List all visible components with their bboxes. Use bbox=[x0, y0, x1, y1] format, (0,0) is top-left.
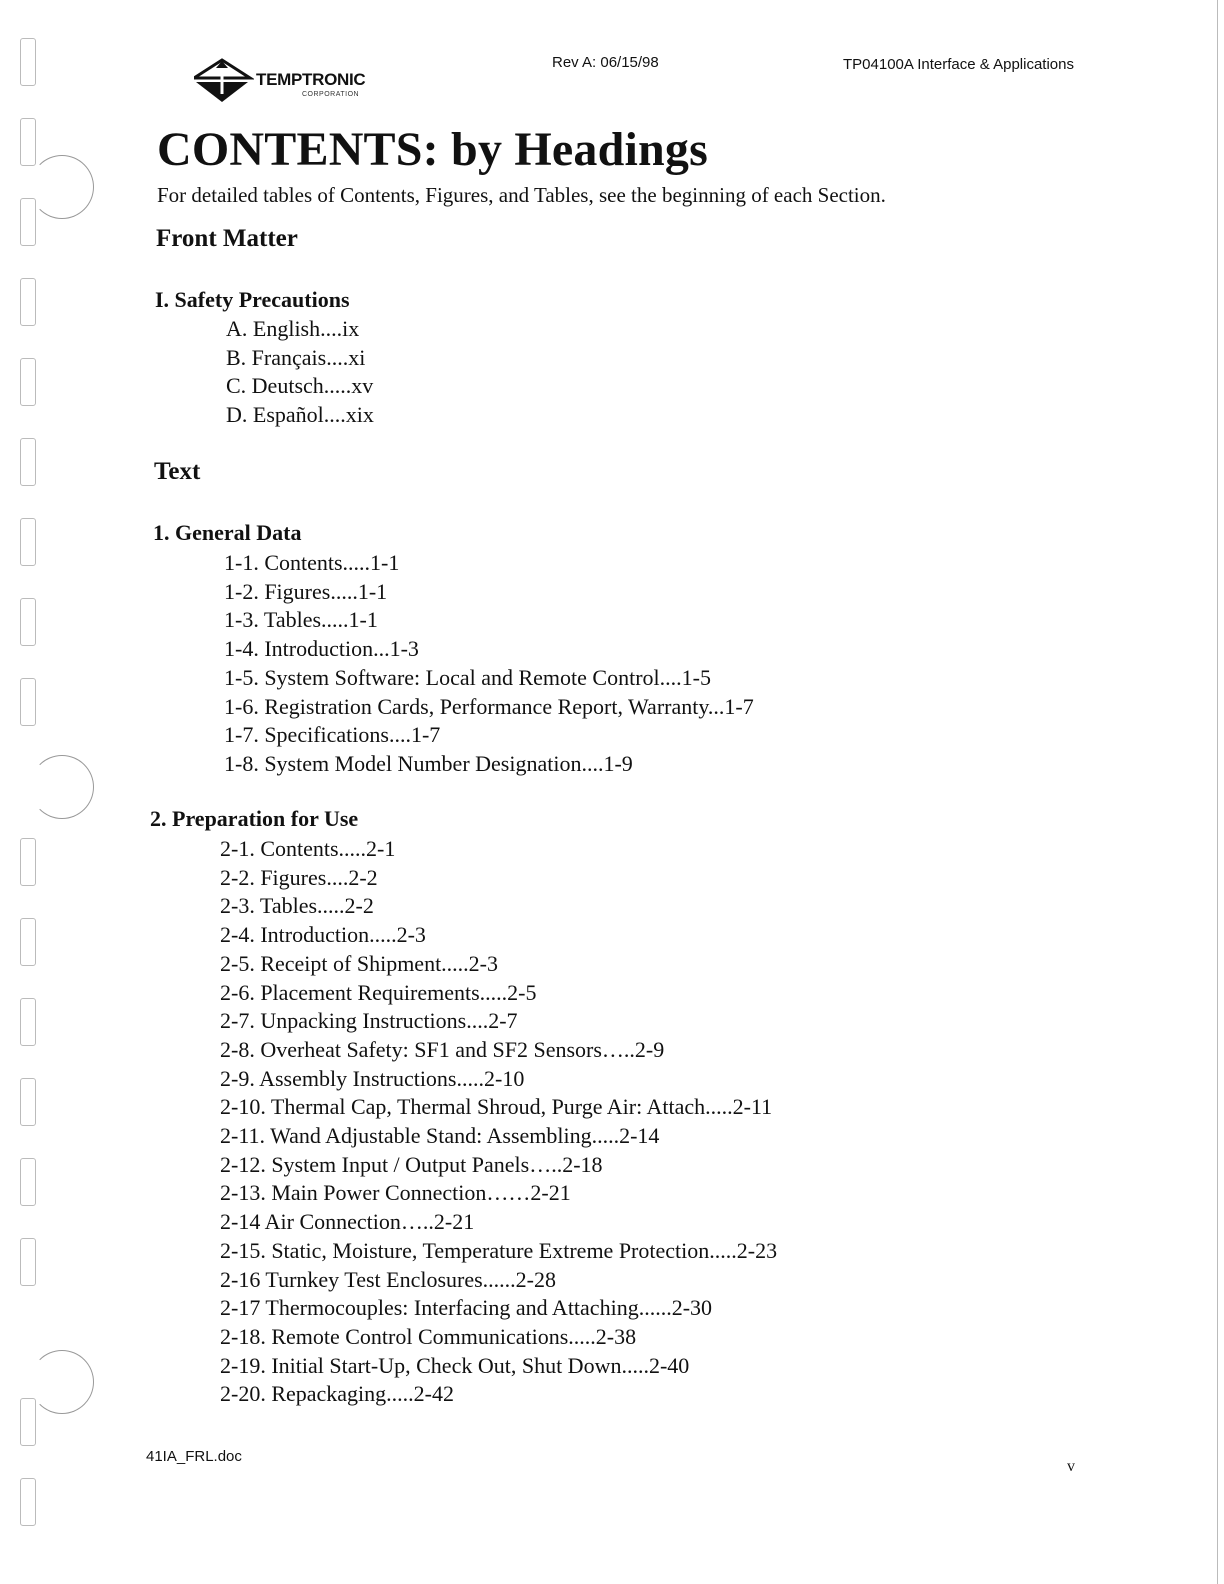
binder-hole bbox=[20, 278, 36, 326]
toc-item[interactable]: 2-13. Main Power Connection……2-21 bbox=[220, 1180, 571, 1206]
text-heading: Text bbox=[154, 458, 201, 485]
toc-item[interactable]: 1-1. Contents.....1-1 bbox=[224, 550, 400, 575]
binder-hole bbox=[20, 1398, 36, 1446]
binder-hole bbox=[20, 598, 36, 646]
binder-margin bbox=[16, 30, 46, 1550]
binder-ring bbox=[30, 155, 94, 219]
toc-item[interactable]: 1-5. System Software: Local and Remote Control....1-5 bbox=[224, 664, 711, 690]
binder-hole bbox=[20, 118, 36, 166]
toc-item[interactable]: 2-19. Initial Start-Up, Check Out, Shut Down.....2-40 bbox=[220, 1352, 690, 1378]
toc-item[interactable]: 2-7. Unpacking Instructions....2-7 bbox=[220, 1008, 518, 1034]
company-logo bbox=[194, 56, 394, 106]
page-number: v bbox=[1067, 1458, 1075, 1475]
section-title-preparation: 2. Preparation for Use bbox=[150, 806, 359, 831]
page-title: CONTENTS: by Headings bbox=[157, 123, 708, 176]
revision-date: Rev A: 06/15/98 bbox=[552, 54, 659, 71]
toc-item[interactable]: 2-16 Turnkey Test Enclosures......2-28 bbox=[220, 1266, 556, 1292]
toc-item[interactable]: 2-8. Overheat Safety: SF1 and SF2 Sensors…..2-9 bbox=[220, 1036, 665, 1062]
binder-ring bbox=[30, 1350, 94, 1414]
binder-hole bbox=[20, 38, 36, 86]
toc-item[interactable]: 1-7. Specifications....1-7 bbox=[224, 722, 441, 748]
toc-item[interactable]: 2-18. Remote Control Communications.....2-38 bbox=[220, 1323, 637, 1349]
binder-hole bbox=[20, 918, 36, 966]
logo-diamond-icon bbox=[194, 56, 254, 106]
binder-hole bbox=[20, 1478, 36, 1526]
page-edge bbox=[1217, 0, 1218, 1584]
toc-item[interactable]: B. Français....xi bbox=[226, 344, 366, 370]
toc-item[interactable]: A. English....ix bbox=[226, 316, 360, 341]
toc-item[interactable]: 2-4. Introduction.....2-3 bbox=[220, 922, 426, 948]
toc-item[interactable]: 1-3. Tables.....1-1 bbox=[224, 607, 378, 633]
binder-hole bbox=[20, 1158, 36, 1206]
front-matter-heading: Front Matter bbox=[156, 225, 298, 252]
binder-hole bbox=[20, 198, 36, 246]
toc-item[interactable]: 1-8. System Model Number Designation....1-9 bbox=[224, 750, 633, 776]
footer-filename: 41IA_FRL.doc bbox=[146, 1448, 242, 1465]
toc-item[interactable]: 2-3. Tables.....2-2 bbox=[220, 893, 374, 919]
toc-item[interactable]: 1-6. Registration Cards, Performance Report, Warranty...1-7 bbox=[224, 693, 754, 719]
logo-name: TEMPTRONIC bbox=[256, 70, 366, 89]
toc-item[interactable]: 2-12. System Input / Output Panels…..2-18 bbox=[220, 1151, 603, 1177]
binder-hole bbox=[20, 678, 36, 726]
toc-item[interactable]: 2-15. Static, Moisture, Temperature Extreme Protection.....2-23 bbox=[220, 1237, 778, 1263]
toc-item[interactable]: 2-11. Wand Adjustable Stand: Assembling.....2-14 bbox=[220, 1123, 660, 1149]
binder-hole bbox=[20, 838, 36, 886]
toc-item[interactable]: 2-10. Thermal Cap, Thermal Shroud, Purge Air: Attach.....2-11 bbox=[220, 1094, 773, 1120]
toc-item[interactable]: 2-2. Figures....2-2 bbox=[220, 864, 378, 890]
toc-item[interactable]: D. Español....xix bbox=[226, 402, 374, 428]
safety-toc-list bbox=[226, 315, 374, 430]
binder-ring bbox=[30, 755, 94, 819]
toc-item[interactable]: 2-1. Contents.....2-1 bbox=[220, 836, 396, 861]
toc-item[interactable]: C. Deutsch.....xv bbox=[226, 373, 374, 399]
toc-item[interactable]: 2-14 Air Connection…..2-21 bbox=[220, 1209, 475, 1235]
binder-hole bbox=[20, 358, 36, 406]
intro-text: For detailed tables of Contents, Figures, and Tables, see the beginning of each Section. bbox=[157, 183, 886, 207]
logo-subtitle: CORPORATION bbox=[302, 91, 360, 98]
section-title-general-data: 1. General Data bbox=[153, 520, 302, 545]
section-title-safety: I. Safety Precautions bbox=[155, 287, 350, 312]
toc-item[interactable]: 1-4. Introduction...1-3 bbox=[224, 636, 419, 662]
binder-hole bbox=[20, 998, 36, 1046]
toc-item[interactable]: 1-2. Figures.....1-1 bbox=[224, 578, 388, 604]
binder-hole bbox=[20, 1238, 36, 1286]
toc-item[interactable]: 2-9. Assembly Instructions.....2-10 bbox=[220, 1065, 525, 1091]
preparation-toc-list bbox=[220, 835, 777, 1409]
toc-item[interactable]: 2-5. Receipt of Shipment.....2-3 bbox=[220, 950, 499, 976]
document-id: TP04100A Interface & Applications bbox=[843, 56, 1074, 73]
binder-hole bbox=[20, 518, 36, 566]
binder-hole bbox=[20, 438, 36, 486]
toc-item[interactable]: 2-20. Repackaging.....2-42 bbox=[220, 1381, 454, 1407]
general-data-toc-list bbox=[224, 549, 754, 779]
toc-item[interactable]: 2-6. Placement Requirements.....2-5 bbox=[220, 979, 537, 1005]
binder-hole bbox=[20, 1078, 36, 1126]
toc-item[interactable]: 2-17 Thermocouples: Interfacing and Attaching......2-30 bbox=[220, 1295, 713, 1321]
